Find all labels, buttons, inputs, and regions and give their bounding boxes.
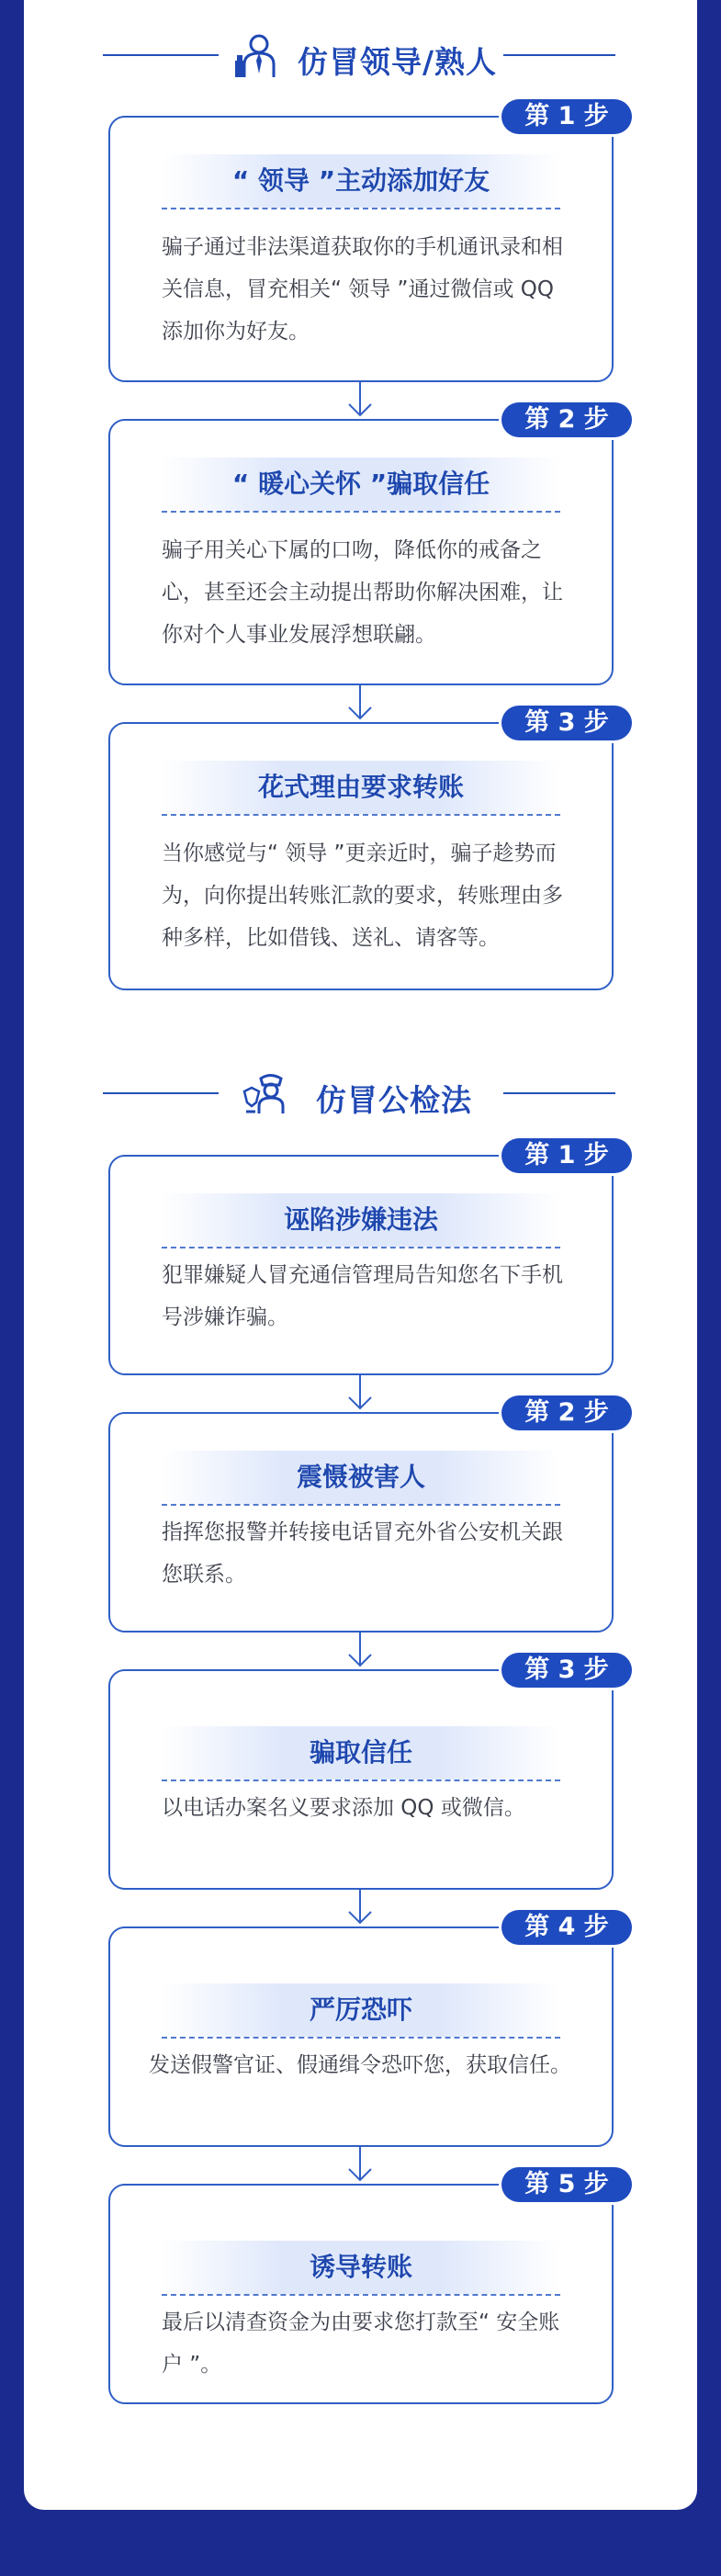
leader-person-icon <box>231 33 281 79</box>
card-title: 震慑被害人 <box>296 1462 425 1492</box>
card-title-band <box>162 1451 560 1504</box>
header-line-left <box>103 54 219 56</box>
card-title: “ 暖心关怀 ”骗取信任 <box>231 469 490 499</box>
card-body: 骗子通过非法渠道获取你的手机通讯录和相关信息，冒充相关“ 领导 ”通过微信或 QQ 添加你为好友。 <box>162 235 563 344</box>
step-badge: 第 3 步 <box>501 706 632 740</box>
step-badge: 第 2 步 <box>501 1395 632 1430</box>
step-badge: 第 4 步 <box>501 1910 632 1945</box>
card-title: 诱导转账 <box>309 2252 412 2282</box>
step-card <box>108 102 614 382</box>
card-title-band <box>162 1726 560 1779</box>
card-body: 指挥您报警并转接电话冒充外省公安机关跟您联系。 <box>162 1520 563 1587</box>
header-line-right <box>503 54 615 56</box>
step-badge: 第 3 步 <box>501 1653 632 1688</box>
step-badge: 第 2 步 <box>501 402 632 437</box>
step-badge: 第 5 步 <box>501 2167 632 2202</box>
police-officer-icon <box>242 1071 292 1117</box>
card-title: 诬陷涉嫌违法 <box>283 1204 438 1235</box>
arrow-down-icon <box>344 684 377 720</box>
arrow-down-icon <box>344 1373 377 1410</box>
card-body: 骗子用关心下属的口吻，降低你的戒备之心，甚至还会主动提出帮助你解决困难，让你对个人事业发展浮想联翩。 <box>162 538 563 647</box>
card-divider <box>162 208 560 209</box>
card-body: 犯罪嫌疑人冒充通信管理局告知您名下手机号涉嫌诈骗。 <box>162 1263 563 1329</box>
section-header-police <box>0 1066 721 1121</box>
arrow-down-icon <box>344 1888 377 1925</box>
section-title: 仿冒领导/熟人 <box>298 44 498 80</box>
arrow-down-icon <box>344 2145 377 2182</box>
card-title-band <box>162 761 560 814</box>
arrow-down-icon <box>344 1631 377 1667</box>
step-card <box>108 1913 614 2147</box>
step-badge: 第 1 步 <box>501 99 632 134</box>
card-body: 发送假警官证、假通缉令恐吓您，获取信任。 <box>149 2053 571 2077</box>
card-title-band <box>162 1193 560 1247</box>
step-card <box>108 1655 614 1890</box>
card-divider <box>162 2294 560 2296</box>
card-divider <box>162 1504 560 1506</box>
header-line-left <box>103 1092 219 1094</box>
header-line-right <box>503 1092 615 1094</box>
card-divider <box>162 814 560 816</box>
card-title: 花式理由要求转账 <box>257 772 464 802</box>
card-title: 严厉恐吓 <box>309 1994 412 2025</box>
card-title-band <box>162 2241 560 2294</box>
card-divider <box>162 1779 560 1781</box>
card-divider <box>162 1247 560 1248</box>
step-card <box>108 708 614 990</box>
card-body: 以电话办案名义要求添加 QQ 或微信。 <box>162 1796 525 1820</box>
card-title-band <box>162 1983 560 2037</box>
section-title: 仿冒公检法 <box>316 1082 472 1118</box>
step-card <box>108 1141 614 1375</box>
section-header-leader <box>0 28 721 83</box>
step-card <box>108 2170 614 2404</box>
step-badge: 第 1 步 <box>501 1138 632 1173</box>
card-title-band <box>162 154 560 208</box>
card-divider <box>162 511 560 513</box>
card-title-band <box>162 458 560 511</box>
step-card <box>108 1398 614 1633</box>
card-title: 骗取信任 <box>309 1737 412 1768</box>
card-divider <box>162 2037 560 2039</box>
card-body: 最后以清查资金为由要求您打款至“ 安全账户 ”。 <box>162 2310 560 2377</box>
arrow-down-icon <box>344 380 377 417</box>
card-title: “ 领导 ”主动添加好友 <box>231 165 490 196</box>
step-card <box>108 405 614 685</box>
card-body: 当你感觉与“ 领导 ”更亲近时，骗子趁势而为，向你提出转账汇款的要求，转账理由多种多样，比如借钱、送礼、请客等。 <box>162 842 563 950</box>
